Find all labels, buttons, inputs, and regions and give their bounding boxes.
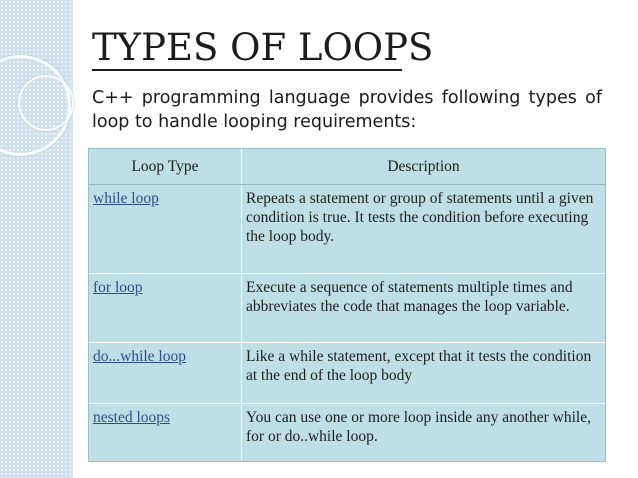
slide-title: TYPES OF LOOPS — [92, 26, 434, 69]
loop-type-cell — [89, 185, 242, 274]
nested-loops-link[interactable]: nested loops — [93, 409, 171, 426]
for-loop-link[interactable]: for loop — [93, 279, 143, 296]
table-row — [89, 404, 605, 461]
description-cell: You can use one or more loop inside any another while, for or do..while loop. — [242, 404, 606, 461]
loop-type-cell — [89, 404, 242, 461]
do-while-loop-link[interactable]: do...while loop — [93, 348, 186, 365]
table-row — [89, 274, 605, 343]
loop-type-cell — [89, 274, 242, 343]
while-loop-link[interactable]: while loop — [93, 190, 159, 207]
loop-types-table — [88, 148, 606, 462]
intro-paragraph: C++ programming language provides following types of loop to handle looping requirements: — [92, 88, 602, 132]
header-description: Description — [242, 149, 606, 185]
title-underline — [92, 69, 402, 71]
table-header-row — [89, 149, 605, 185]
decorative-ring-small — [18, 75, 74, 131]
loop-type-cell — [89, 343, 242, 404]
table-row — [89, 185, 605, 274]
description-cell: Repeats a statement or group of statements until a given condition is true. It tests the condition before executing the loop body. — [242, 185, 606, 274]
description-cell: Execute a sequence of statements multiple times and abbreviates the code that manages the loop variable. — [242, 274, 606, 343]
table-row — [89, 343, 605, 404]
side-band-edge — [70, 0, 73, 478]
description-cell: Like a while statement, except that it tests the condition at the end of the loop body — [242, 343, 606, 404]
header-loop-type: Loop Type — [89, 149, 242, 185]
